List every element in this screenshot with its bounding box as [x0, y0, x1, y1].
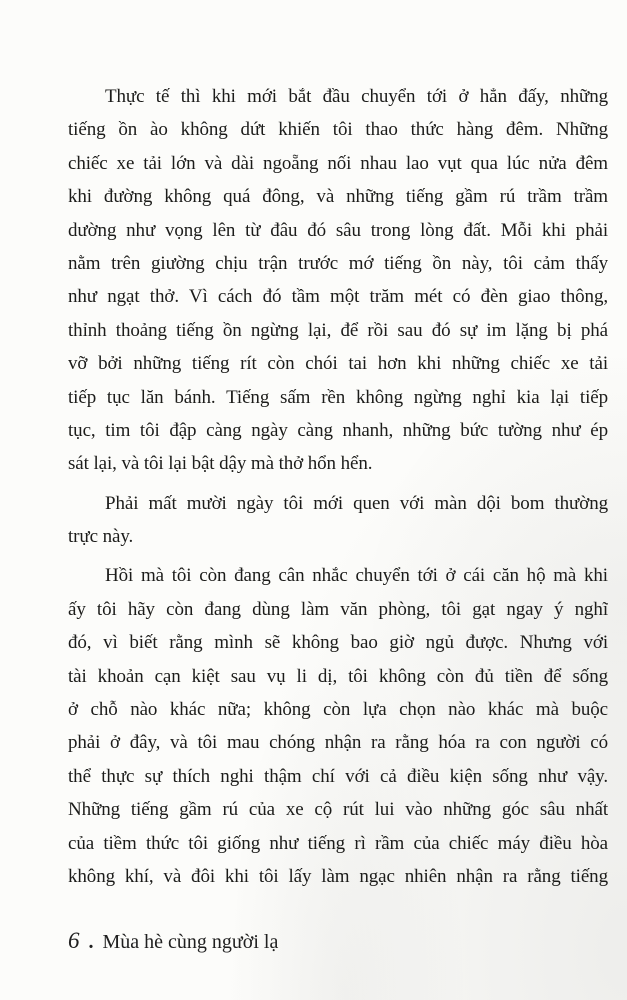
text-line: tục, tim tôi đập càng ngày càng nhanh, những bức tường như ép: [68, 419, 608, 441]
text-line: ở chỗ nào khác nữa; không còn lựa chọn nào khác mà buộc: [68, 699, 608, 721]
book-title: Mùa hè cùng người lạ: [102, 931, 279, 953]
page-number: 6: [68, 928, 80, 953]
text-line: tiếng ồn ào không dứt khiến tôi thao thức hàng đêm. Những: [68, 119, 608, 141]
text-line: tiếp tục lăn bánh. Tiếng sấm rền không ngừng nghỉ kia lại tiếp: [68, 386, 608, 408]
text-line: thỉnh thoảng tiếng ồn ngừng lại, để rồi sau đó sự im lặng bị phá: [68, 319, 608, 341]
text-line: sát lại, và tôi lại bật dậy mà thở hổn hển.: [68, 453, 373, 475]
text-line: tài khoản cạn kiệt sau vụ li dị, tôi không còn đủ tiền để sống: [68, 665, 608, 687]
text-line: của tiềm thức tôi giống như tiếng rì rầm của chiếc máy điều hòa: [68, 832, 608, 854]
paragraph: [68, 487, 608, 554]
text-line: Phải mất mười ngày tôi mới quen với màn dội bom thường: [105, 492, 608, 514]
text-line: Những tiếng gầm rú của xe cộ rút lui vào những góc sâu nhất: [68, 799, 608, 821]
paragraph: [68, 559, 608, 893]
text-line: nằm trên giường chịu trận trước mớ tiếng ồn này, tôi cảm thấy: [68, 252, 608, 274]
text-line: vỡ bởi những tiếng rít còn chói tai hơn khi những chiếc xe tải: [68, 353, 608, 375]
text-line: khi đường không quá đông, và những tiếng gầm rú trầm trầm: [68, 186, 608, 208]
text-line: ấy tôi hãy còn đang dùng làm văn phòng, tôi gạt ngay ý nghĩ: [68, 598, 608, 620]
text-line: thể thực sự thích nghi thậm chí với cả điều kiện sống như vậy.: [68, 765, 608, 787]
text-block: [68, 80, 608, 893]
page-footer: [68, 928, 608, 954]
text-line: Thực tế thì khi mới bắt đầu chuyển tới ở hẳn đấy, những: [105, 86, 608, 107]
paragraph: [68, 80, 608, 481]
text-line: Hồi mà tôi còn đang cân nhắc chuyển tới ở cái căn hộ mà khi: [105, 565, 608, 587]
text-line: trực này.: [68, 526, 134, 548]
text-line: phải ở đây, và tôi mau chóng nhận ra rằng hóa ra con người có: [68, 732, 608, 754]
footer-separator: .: [88, 931, 94, 953]
text-line: chiếc xe tải lớn và dài ngoẵng nối nhau lao vụt qua lúc nửa đêm: [68, 152, 608, 174]
text-line: không khí, và đôi khi tôi lấy làm ngạc nhiên nhận ra rằng tiếng: [68, 865, 608, 887]
text-line: như ngạt thở. Vì cách đó tầm một trăm mét có đèn giao thông,: [68, 286, 608, 308]
text-line: đó, vì biết rằng mình sẽ không bao giờ ngủ được. Nhưng với: [68, 632, 608, 654]
text-line: dường như vọng lên từ đâu đó sâu trong lòng đất. Mỗi khi phải: [68, 219, 608, 241]
